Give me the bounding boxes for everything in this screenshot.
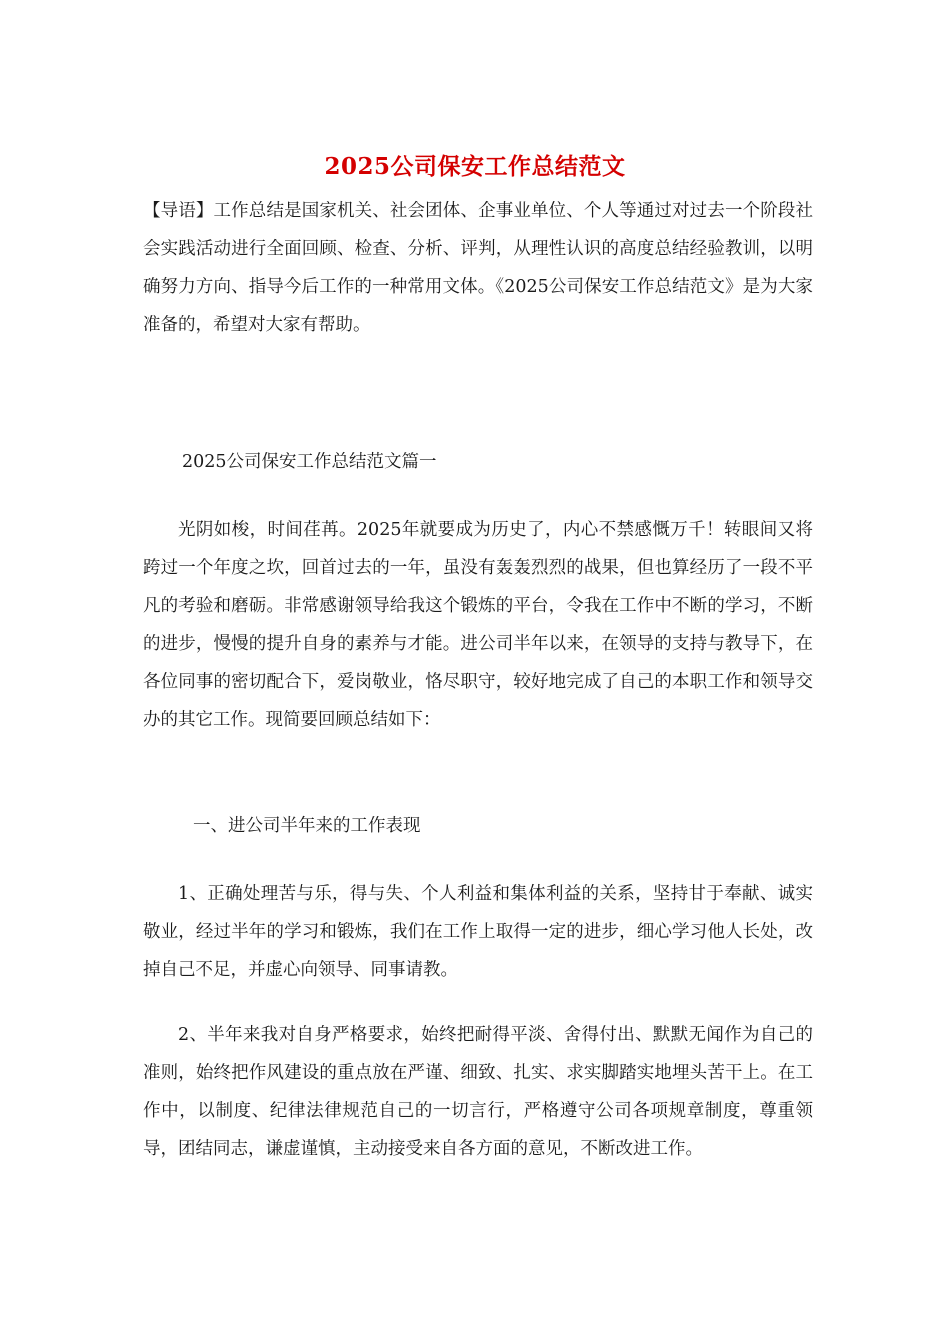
intro-paragraph: 【导语】工作总结是国家机关、社会团体、企事业单位、个人等通过对过去一个阶段社会实践活动进行全面回顾、检查、分析、评判，从理性认识的高度总结经验教训，以明确努力方向、指导今后工作的一种常用文体。《2025公司保安工作总结范文》是为大家准备的，希望对大家有帮助。 <box>143 201 813 335</box>
document-title: 2025公司保安工作总结范文 <box>324 153 626 180</box>
section-heading: 一、进公司半年来的工作表现 <box>193 816 421 836</box>
body-paragraph: 光阴如梭，时间荏苒。2025年就要成为历史了，内心不禁感慨万千！转眼间又将跨过一个年度之坎，回首过去的一年，虽没有轰轰烈烈的战果，但也算经历了一段不平凡的考验和磨砺。非常感谢领导给我这个锻炼的平台，令我在工作中不断的学习，不断的进步，慢慢的提升自身的素养与才能。进公司半年以来，在领导的支持与教导下，在各位同事的密切配合下，爱岗敬业，恪尽职守，较好地完成了自己的本职工作和领导交办的其它工作。现简要回顾总结如下： <box>143 520 813 730</box>
list-item: 1、正确处理苦与乐，得与失、个人利益和集体利益的关系，坚持甘于奉献、诚实敬业，经过半年的学习和锻炼，我们在工作上取得一定的进步，细心学习他人长处，改掉自己不足，并虚心向领导、同事请教。 <box>143 884 813 980</box>
article-heading: 2025公司保安工作总结范文篇一 <box>182 452 437 472</box>
list-item: 2、半年来我对自身严格要求，始终把耐得平淡、舍得付出、默默无闻作为自己的准则，始终把作风建设的重点放在严谨、细致、扎实、求实脚踏实地埋头苦干上。在工作中，以制度、纪律法律规范自己的一切言行，严格遵守公司各项规章制度，尊重领导，团结同志，谦虚谨慎，主动接受来自各方面的意见，不断改进工作。 <box>143 1025 813 1159</box>
